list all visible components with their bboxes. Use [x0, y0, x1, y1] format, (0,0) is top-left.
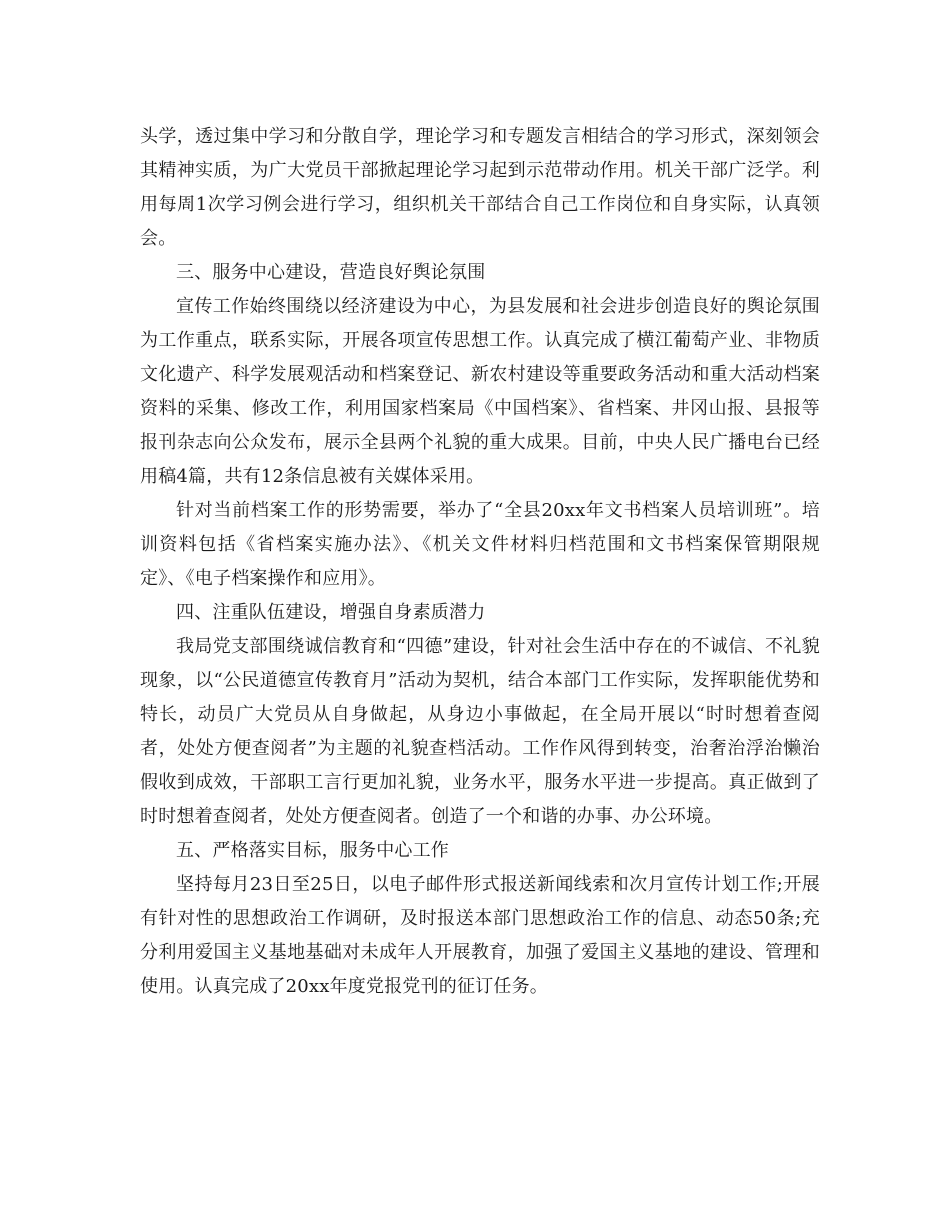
paragraph: 针对当前档案工作的形势需要，举办了“全县20xx年文书档案人员培训班”。培训资料包括《省档案实施办法》、《机关文件材料归档范围和文书档案保管期限规定》、《电子档案操作和应用》。 [140, 500, 820, 589]
paragraph: 坚持每月23日至25日，以电子邮件形式报送新闻线索和次月宣传计划工作;开展有针对性的思想政治工作调研，及时报送本部门思想政治工作的信息、动态50条;充分利用爱国主义基地基础对未成年人开展教育，加强了爱国主义基地的建设、管理和使用。认真完成了20xx年度党报党刊的征订任务。 [140, 874, 820, 997]
document-body [140, 120, 820, 1004]
paragraph: 宣传工作始终围绕以经济建设为中心，为县发展和社会进步创造良好的舆论氛围为工作重点，联系实际，开展各项宣传思想工作。认真完成了横江葡萄产业、非物质文化遗产、科学发展观活动和档案登记、新农村建设等重要政务活动和重大活动档案资料的采集、修改工作，利用国家档案局《中国档案》、省档案、井冈山报、县报等报刊杂志向公众发布，展示全县两个礼貌的重大成果。目前，中央人民广播电台已经用稿4篇，共有12条信息被有关媒体采用。 [140, 296, 820, 487]
section-heading: 五、严格落实目标，服务中心工作 [176, 840, 449, 861]
paragraph: 我局党支部围绕诚信教育和“四德”建设，针对社会生活中存在的不诚信、不礼貌现象，以“公民道德宣传教育月”活动为契机，结合本部门工作实际，发挥职能优势和特长，动员广大党员从自身做起，从身边小事做起，在全局开展以“时时想着查阅者，处处方便查阅者”为主题的礼貌查档活动。工作作风得到转变，治奢治浮治懒治假收到成效，干部职工言行更加礼貌，业务水平，服务水平进一步提高。真正做到了时时想着查阅者，处处方便查阅者。创造了一个和谐的办事、办公环境。 [140, 636, 820, 827]
section-heading: 四、注重队伍建设，增强自身素质潜力 [176, 602, 486, 623]
section-heading: 三、服务中心建设，营造良好舆论氛围 [176, 262, 486, 283]
paragraph: 头学，透过集中学习和分散自学，理论学习和专题发言相结合的学习形式，深刻领会其精神实质，为广大党员干部掀起理论学习起到示范带动作用。机关干部广泛学。利用每周1次学习例会进行学习，组织机关干部结合自己工作岗位和自身实际，认真领会。 [140, 126, 820, 249]
